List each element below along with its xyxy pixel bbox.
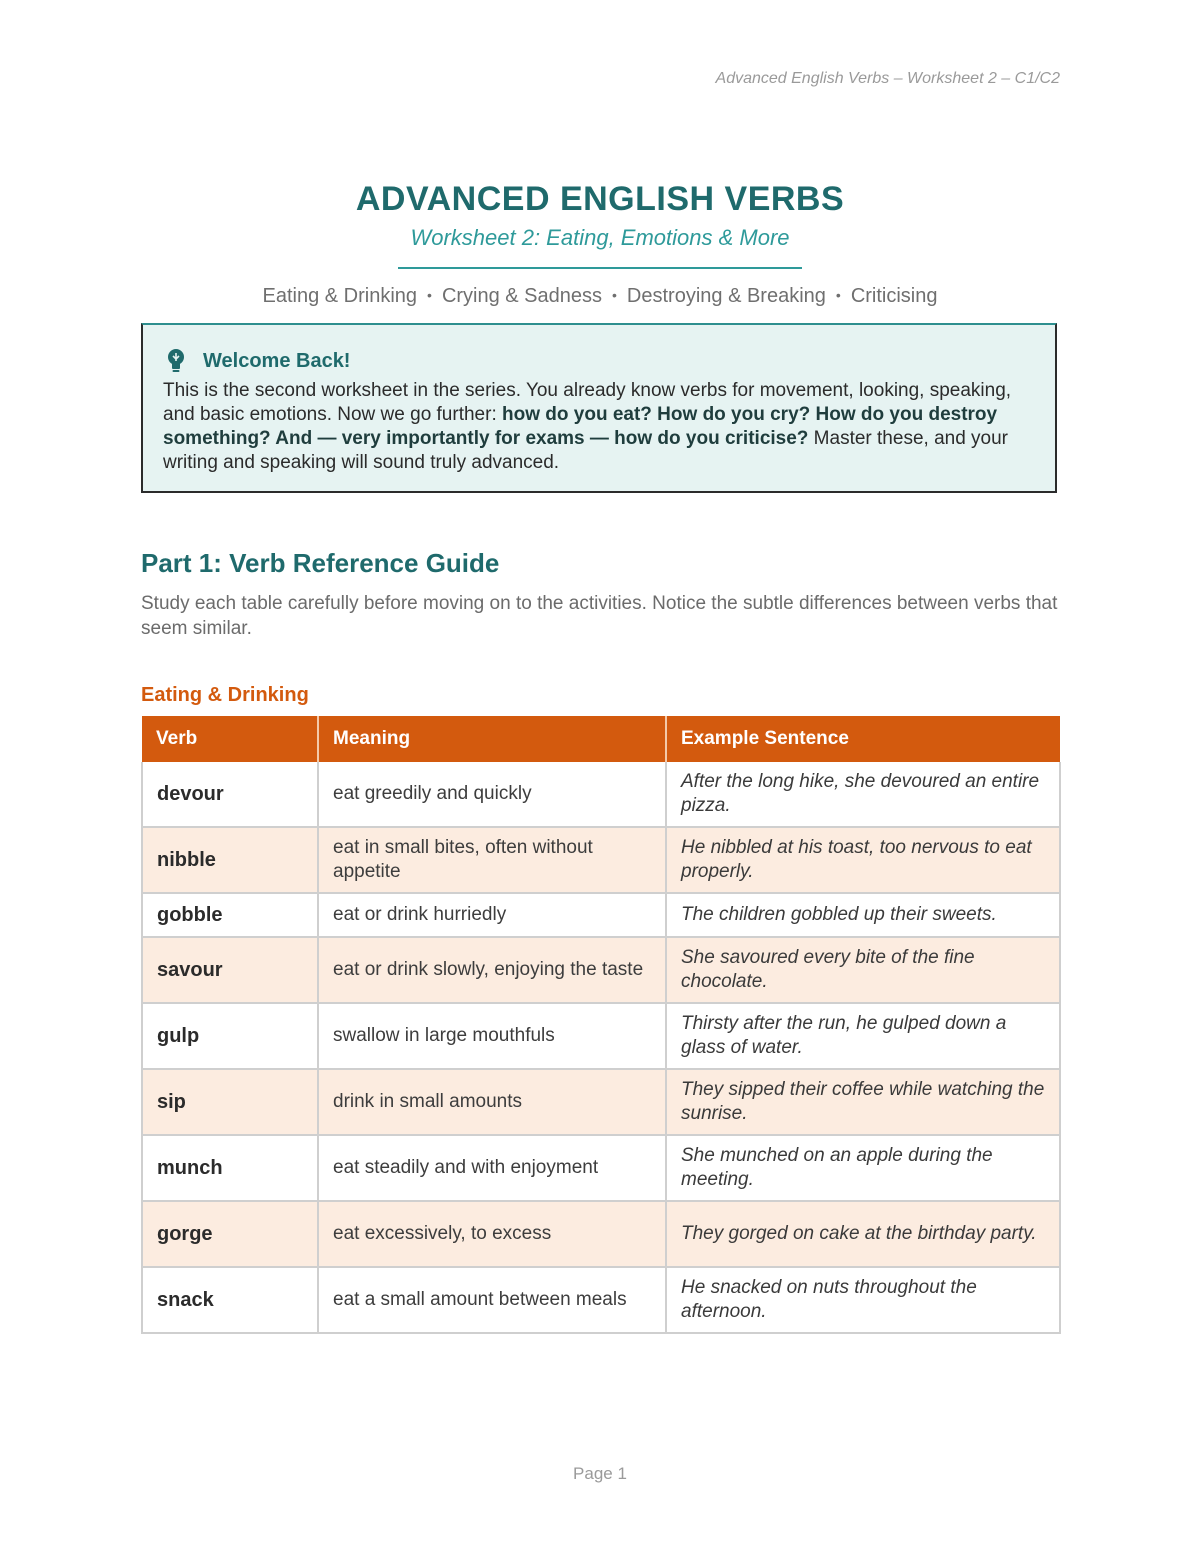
verb-cell: gobble <box>142 893 318 937</box>
title-block <box>0 180 1200 308</box>
verb-cell: nibble <box>142 827 318 893</box>
topic-item: Crying & Sadness <box>441 285 603 307</box>
topic-item: Eating & Drinking <box>262 285 418 307</box>
topic-separator: • <box>427 287 432 303</box>
eating-section-heading: Eating & Drinking <box>141 684 309 706</box>
column-header-verb: Verb <box>142 716 318 762</box>
example-cell: She munched on an apple during the meeting. <box>666 1135 1060 1201</box>
meaning-cell: swallow in large mouthfuls <box>318 1003 666 1069</box>
topic-item: Destroying & Breaking <box>626 285 826 307</box>
table-row <box>142 893 1060 937</box>
verb-cell: snack <box>142 1267 318 1333</box>
table-row <box>142 1201 1060 1267</box>
verb-cell: gulp <box>142 1003 318 1069</box>
table-row <box>142 1267 1060 1333</box>
page-subtitle: Worksheet 2: Eating, Emotions & More <box>410 225 790 250</box>
eating-verb-table <box>141 716 1061 1334</box>
page-number: Page 1 <box>573 1464 627 1483</box>
topic-list <box>0 285 1200 308</box>
welcome-text <box>163 379 1035 475</box>
welcome-text-intro: This is the second worksheet in the series. You already know verbs for movement, looking, speaking, and basic emotions. Now we go further: <box>163 380 1012 425</box>
title-divider <box>398 267 802 269</box>
example-cell: He snacked on nuts throughout the afternoon. <box>666 1267 1060 1333</box>
running-header: Advanced English Verbs – Worksheet 2 – C1/C2 <box>715 70 1060 87</box>
example-cell: The children gobbled up their sweets. <box>666 893 1060 937</box>
meaning-cell: eat steadily and with enjoyment <box>318 1135 666 1201</box>
welcome-title: Welcome Back! <box>203 349 351 372</box>
table-row <box>142 1003 1060 1069</box>
verb-cell: devour <box>142 762 318 827</box>
table-row <box>142 1069 1060 1135</box>
welcome-text-outro: Master these, and your writing and speaking will sound truly advanced. <box>163 428 1009 473</box>
meaning-cell: eat or drink hurriedly <box>318 893 666 937</box>
meaning-cell: eat in small bites, often without appetite <box>318 827 666 893</box>
example-cell: After the long hike, she devoured an entire pizza. <box>666 762 1060 827</box>
meaning-cell: eat a small amount between meals <box>318 1267 666 1333</box>
part-1-heading: Part 1: Verb Reference Guide <box>141 548 500 578</box>
table-row <box>142 937 1060 1003</box>
welcome-callout <box>141 323 1057 493</box>
welcome-text-bold: how do you eat? How do you cry? How do you destroy something? And — very importantly for exams — how do you criticise? <box>163 404 998 449</box>
verb-cell: sip <box>142 1069 318 1135</box>
example-cell: They gorged on cake at the birthday party. <box>666 1201 1060 1267</box>
part-1-intro: Study each table carefully before moving on to the activities. Notice the subtle differences between verbs that seem similar. <box>141 593 1058 639</box>
column-header-meaning: Meaning <box>318 716 666 762</box>
example-cell: She savoured every bite of the fine chocolate. <box>666 937 1060 1003</box>
page-title: ADVANCED ENGLISH VERBS <box>355 180 845 218</box>
meaning-cell: drink in small amounts <box>318 1069 666 1135</box>
table-header-row <box>142 716 1060 762</box>
example-cell: He nibbled at his toast, too nervous to eat properly. <box>666 827 1060 893</box>
topic-separator: • <box>612 287 617 303</box>
table-row <box>142 1135 1060 1201</box>
verb-cell: savour <box>142 937 318 1003</box>
example-cell: Thirsty after the run, he gulped down a glass of water. <box>666 1003 1060 1069</box>
meaning-cell: eat or drink slowly, enjoying the taste <box>318 937 666 1003</box>
table-row <box>142 762 1060 827</box>
example-cell: They sipped their coffee while watching the sunrise. <box>666 1069 1060 1135</box>
topic-item: Criticising <box>850 285 938 307</box>
welcome-header <box>163 345 1035 377</box>
verb-cell: munch <box>142 1135 318 1201</box>
topic-separator: • <box>835 287 841 303</box>
meaning-cell: eat excessively, to excess <box>318 1201 666 1267</box>
verb-cell: gorge <box>142 1201 318 1267</box>
lightbulb-icon <box>163 347 189 375</box>
table-row <box>142 827 1060 893</box>
meaning-cell: eat greedily and quickly <box>318 762 666 827</box>
column-header-example: Example Sentence <box>666 716 1060 762</box>
